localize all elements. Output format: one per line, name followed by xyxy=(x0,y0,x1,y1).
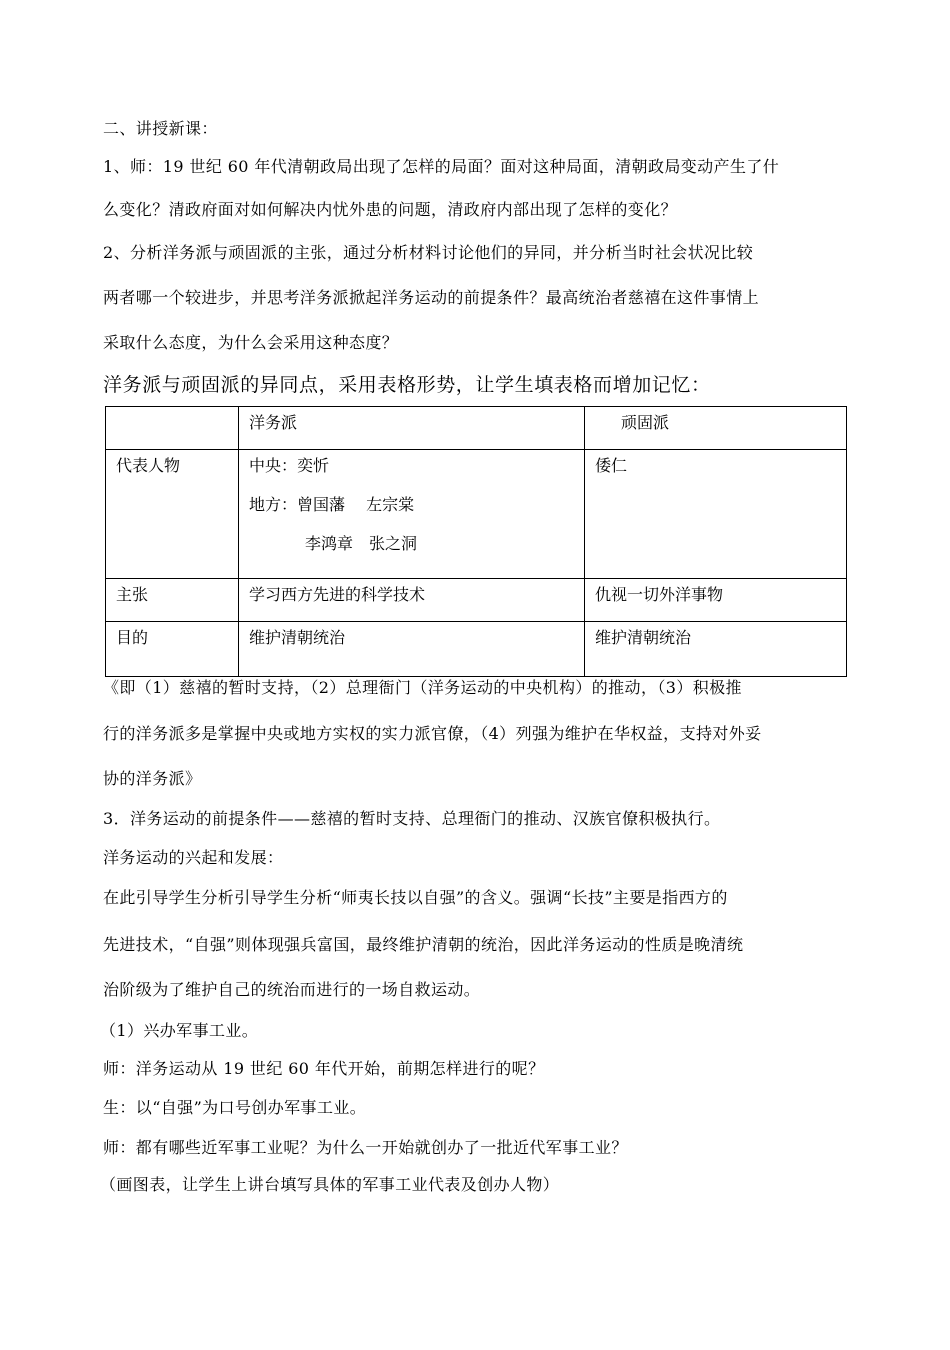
analysis-line-1: 在此引导学生分析引导学生分析“师夷长技以自强”的含义。强调“长技”主要是指西方的 xyxy=(103,888,728,907)
paragraph-1-line-2: 么变化？清政府面对如何解决内忧外患的问题，清政府内部出现了怎样的变化？ xyxy=(103,200,678,219)
paragraph-2-line-2: 两者哪一个较进步，并思考洋务派掀起洋务运动的前提条件？最高统治者慈禧在这件事情上 xyxy=(103,288,760,307)
item-3: 3．洋务运动的前提条件——慈禧的暂时支持、总理衙门的推动、汉族官僚积极执行。 xyxy=(103,809,721,828)
people-yangwu-central: 中央：奕忻 xyxy=(249,456,330,475)
dialog-student-1: 生：以“自强”为口号创办军事工业。 xyxy=(103,1098,367,1117)
header-empty-cell xyxy=(106,407,239,450)
comparison-table xyxy=(105,406,847,677)
analysis-line-3: 治阶级为了维护自己的统治而进行的一场自救运动。 xyxy=(103,980,481,999)
section-title: 二、讲授新课： xyxy=(103,119,218,138)
note-line-1: 《即（1）慈禧的暂时支持，（2）总理衙门（洋务运动的中央机构）的推动，（3）积极推 xyxy=(103,678,742,697)
table-row-goal xyxy=(106,622,847,677)
header-wangu-label: 顽固派 xyxy=(621,413,670,432)
claim-yangwu: 学习西方先进的科学技术 xyxy=(239,579,585,622)
dialog-teacher-1: 师：洋务运动从 19 世纪 60 年代开始，前期怎样进行的呢？ xyxy=(103,1059,545,1078)
note-line-2: 行的洋务派多是掌握中央或地方实权的实力派官僚，（4）列强为维护在华权益，支持对外妥 xyxy=(103,724,762,743)
dialog-teacher-2: 师：都有哪些近军事工业呢？为什么一开始就创办了一批近代军事工业？ xyxy=(103,1138,628,1157)
paragraph-1-line-1: 1、师：19 世纪 60 年代清朝政局出现了怎样的局面？面对这种局面，清朝政局变动产生了什 xyxy=(103,157,780,176)
table-intro: 洋务派与顽固派的异同点，采用表格形势，让学生填表格而增加记忆： xyxy=(103,374,711,396)
paragraph-2-line-3: 采取什么态度，为什么会采用这种态度？ xyxy=(103,333,399,352)
paragraph-2-line-1: 2、分析洋务派与顽固派的主张，通过分析材料讨论他们的异同，并分析当时社会状况比较 xyxy=(103,243,754,262)
table-header-row xyxy=(106,407,847,450)
people-label: 代表人物 xyxy=(106,450,239,579)
people-yangwu-local: 地方：曾国藩 左宗棠 xyxy=(249,495,415,514)
dialog-instruction: （画图表，让学生上讲台填写具体的军事工业代表及创办人物） xyxy=(100,1175,560,1194)
goal-yangwu: 维护清朝统治 xyxy=(239,622,585,677)
claim-wangu: 仇视一切外洋事物 xyxy=(585,579,847,622)
table-row-claim xyxy=(106,579,847,622)
point-1: （1）兴办军事工业。 xyxy=(100,1021,259,1040)
people-yangwu xyxy=(239,450,585,579)
claim-label: 主张 xyxy=(106,579,239,622)
header-yangwu: 洋务派 xyxy=(239,407,585,450)
analysis-line-2: 先进技术，“自强”则体现强兵富国，最终维护清朝的统治，因此洋务运动的性质是晚清统 xyxy=(103,935,744,954)
goal-wangu: 维护清朝统治 xyxy=(585,622,847,677)
subheading: 洋务运动的兴起和发展： xyxy=(103,848,284,867)
table-row-people xyxy=(106,450,847,579)
header-wangu xyxy=(585,407,847,450)
people-yangwu-local-2: 李鸿章 张之洞 xyxy=(305,534,418,553)
note-line-3: 协的洋务派》 xyxy=(103,769,202,788)
goal-label: 目的 xyxy=(106,622,239,677)
people-wangu: 倭仁 xyxy=(585,450,847,579)
